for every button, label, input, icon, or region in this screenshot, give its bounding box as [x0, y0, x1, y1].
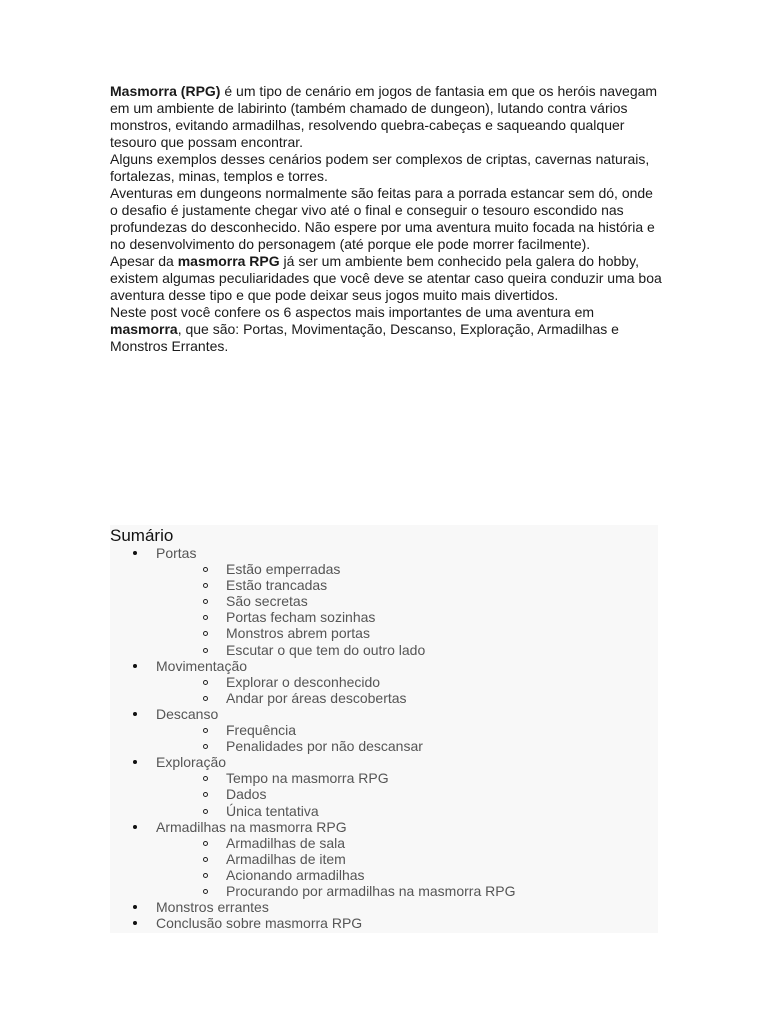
toc-subitem-link[interactable]: Estão emperradas — [156, 561, 658, 577]
toc-sublist — [156, 674, 658, 706]
toc-link[interactable]: Portas — [156, 545, 197, 561]
toc-title: Sumário — [110, 526, 174, 545]
toc-item — [110, 915, 658, 931]
toc-item — [110, 658, 658, 706]
toc-subitem-link[interactable]: Estão trancadas — [156, 577, 658, 593]
toc-subitem-link[interactable]: Armadilhas de sala — [156, 835, 658, 851]
toc-subitem-link[interactable]: Dados — [156, 786, 658, 802]
toc-subitem-link[interactable]: Andar por áreas descobertas — [156, 690, 658, 706]
intro-paragraph-2: Alguns exemplos desses cenários podem ser complexos de criptas, cavernas naturais, fortalezas, minas, templos e torres. — [110, 151, 650, 184]
table-of-contents — [110, 525, 658, 933]
toc-item — [110, 899, 658, 915]
toc-sublist — [156, 722, 658, 754]
intro-paragraph-5 — [110, 304, 662, 355]
p5-bold-term: masmorra — [110, 321, 178, 337]
toc-sublist — [156, 770, 658, 818]
toc-subitem-link[interactable]: Acionando armadilhas — [156, 867, 658, 883]
toc-subitem-link[interactable]: Procurando por armadilhas na masmorra RPG — [156, 883, 658, 899]
toc-link[interactable]: Conclusão sobre masmorra RPG — [156, 915, 363, 932]
toc-link[interactable]: Movimentação — [156, 657, 248, 674]
intro-paragraph-1 — [110, 83, 662, 151]
toc-subitem-link[interactable]: Penalidades por não descansar — [156, 738, 658, 754]
toc-subitem-link[interactable]: Armadilhas de item — [156, 851, 658, 867]
intro-text: é um tipo de cenário em jogos de fantasia em que os heróis navegam em um ambiente de labirinto (também chamado de dungeon), lutando contra vários monstros, evitando armadilhas, resolvendo quebra-cabeças e saqueando qualquer tesouro que possam encontrar. — [110, 83, 658, 150]
intro-paragraph-3: Aventuras em dungeons normalmente são feitas para a porrada estancar sem dó, onde o desafio é justamente chegar vivo até o final e conseguir o tesouro escondido nas profundezas do desconhecido. Não espere por uma aventura muito focada na história e no desenvolvimento do personagem (até porque ele pode morrer facilmente). — [110, 185, 655, 252]
p5-pre: Neste post você confere os 6 aspectos mais importantes de uma aventura em — [110, 304, 595, 320]
toc-subitem-link[interactable]: Frequência — [156, 722, 658, 738]
toc-link[interactable]: Descanso — [156, 705, 219, 722]
toc-item — [110, 545, 658, 658]
toc-subitem-link[interactable]: Única tentativa — [156, 803, 658, 819]
toc-subitem-link[interactable]: Explorar o desconhecido — [156, 674, 658, 690]
intro-paragraph-4 — [110, 253, 662, 304]
toc-subitem-link[interactable]: Portas fecham sozinhas — [156, 609, 658, 625]
p4-bold-term: masmorra RPG — [177, 253, 280, 269]
toc-list — [110, 545, 658, 931]
toc-subitem-link[interactable]: São secretas — [156, 593, 658, 609]
toc-link[interactable]: Monstros errantes — [156, 899, 269, 916]
toc-subitem-link[interactable]: Monstros abrem portas — [156, 625, 658, 641]
toc-item — [110, 706, 658, 754]
p4-post: já ser um ambiente bem conhecido pela galera do hobby, existem algumas peculiaridades que você deve se atentar caso queira conduzir uma boa aventura desse tipo e que pode deixar seus jogos muito mais divertidos. — [110, 253, 662, 303]
article-body — [110, 83, 662, 355]
toc-link[interactable]: Armadilhas na masmorra RPG — [156, 818, 347, 835]
toc-item — [110, 754, 658, 818]
toc-item — [110, 819, 658, 899]
p5-post: , que são: Portas, Movimentação, Descanso, Exploração, Armadilhas e Monstros Errantes. — [110, 321, 619, 354]
intro-bold-term: Masmorra (RPG) — [110, 83, 221, 99]
toc-sublist — [156, 561, 658, 658]
toc-link[interactable]: Exploração — [156, 754, 227, 771]
toc-subitem-link[interactable]: Escutar o que tem do outro lado — [156, 642, 658, 658]
p4-pre: Apesar da — [110, 253, 178, 269]
toc-subitem-link[interactable]: Tempo na masmorra RPG — [156, 770, 658, 786]
toc-sublist — [156, 835, 658, 899]
